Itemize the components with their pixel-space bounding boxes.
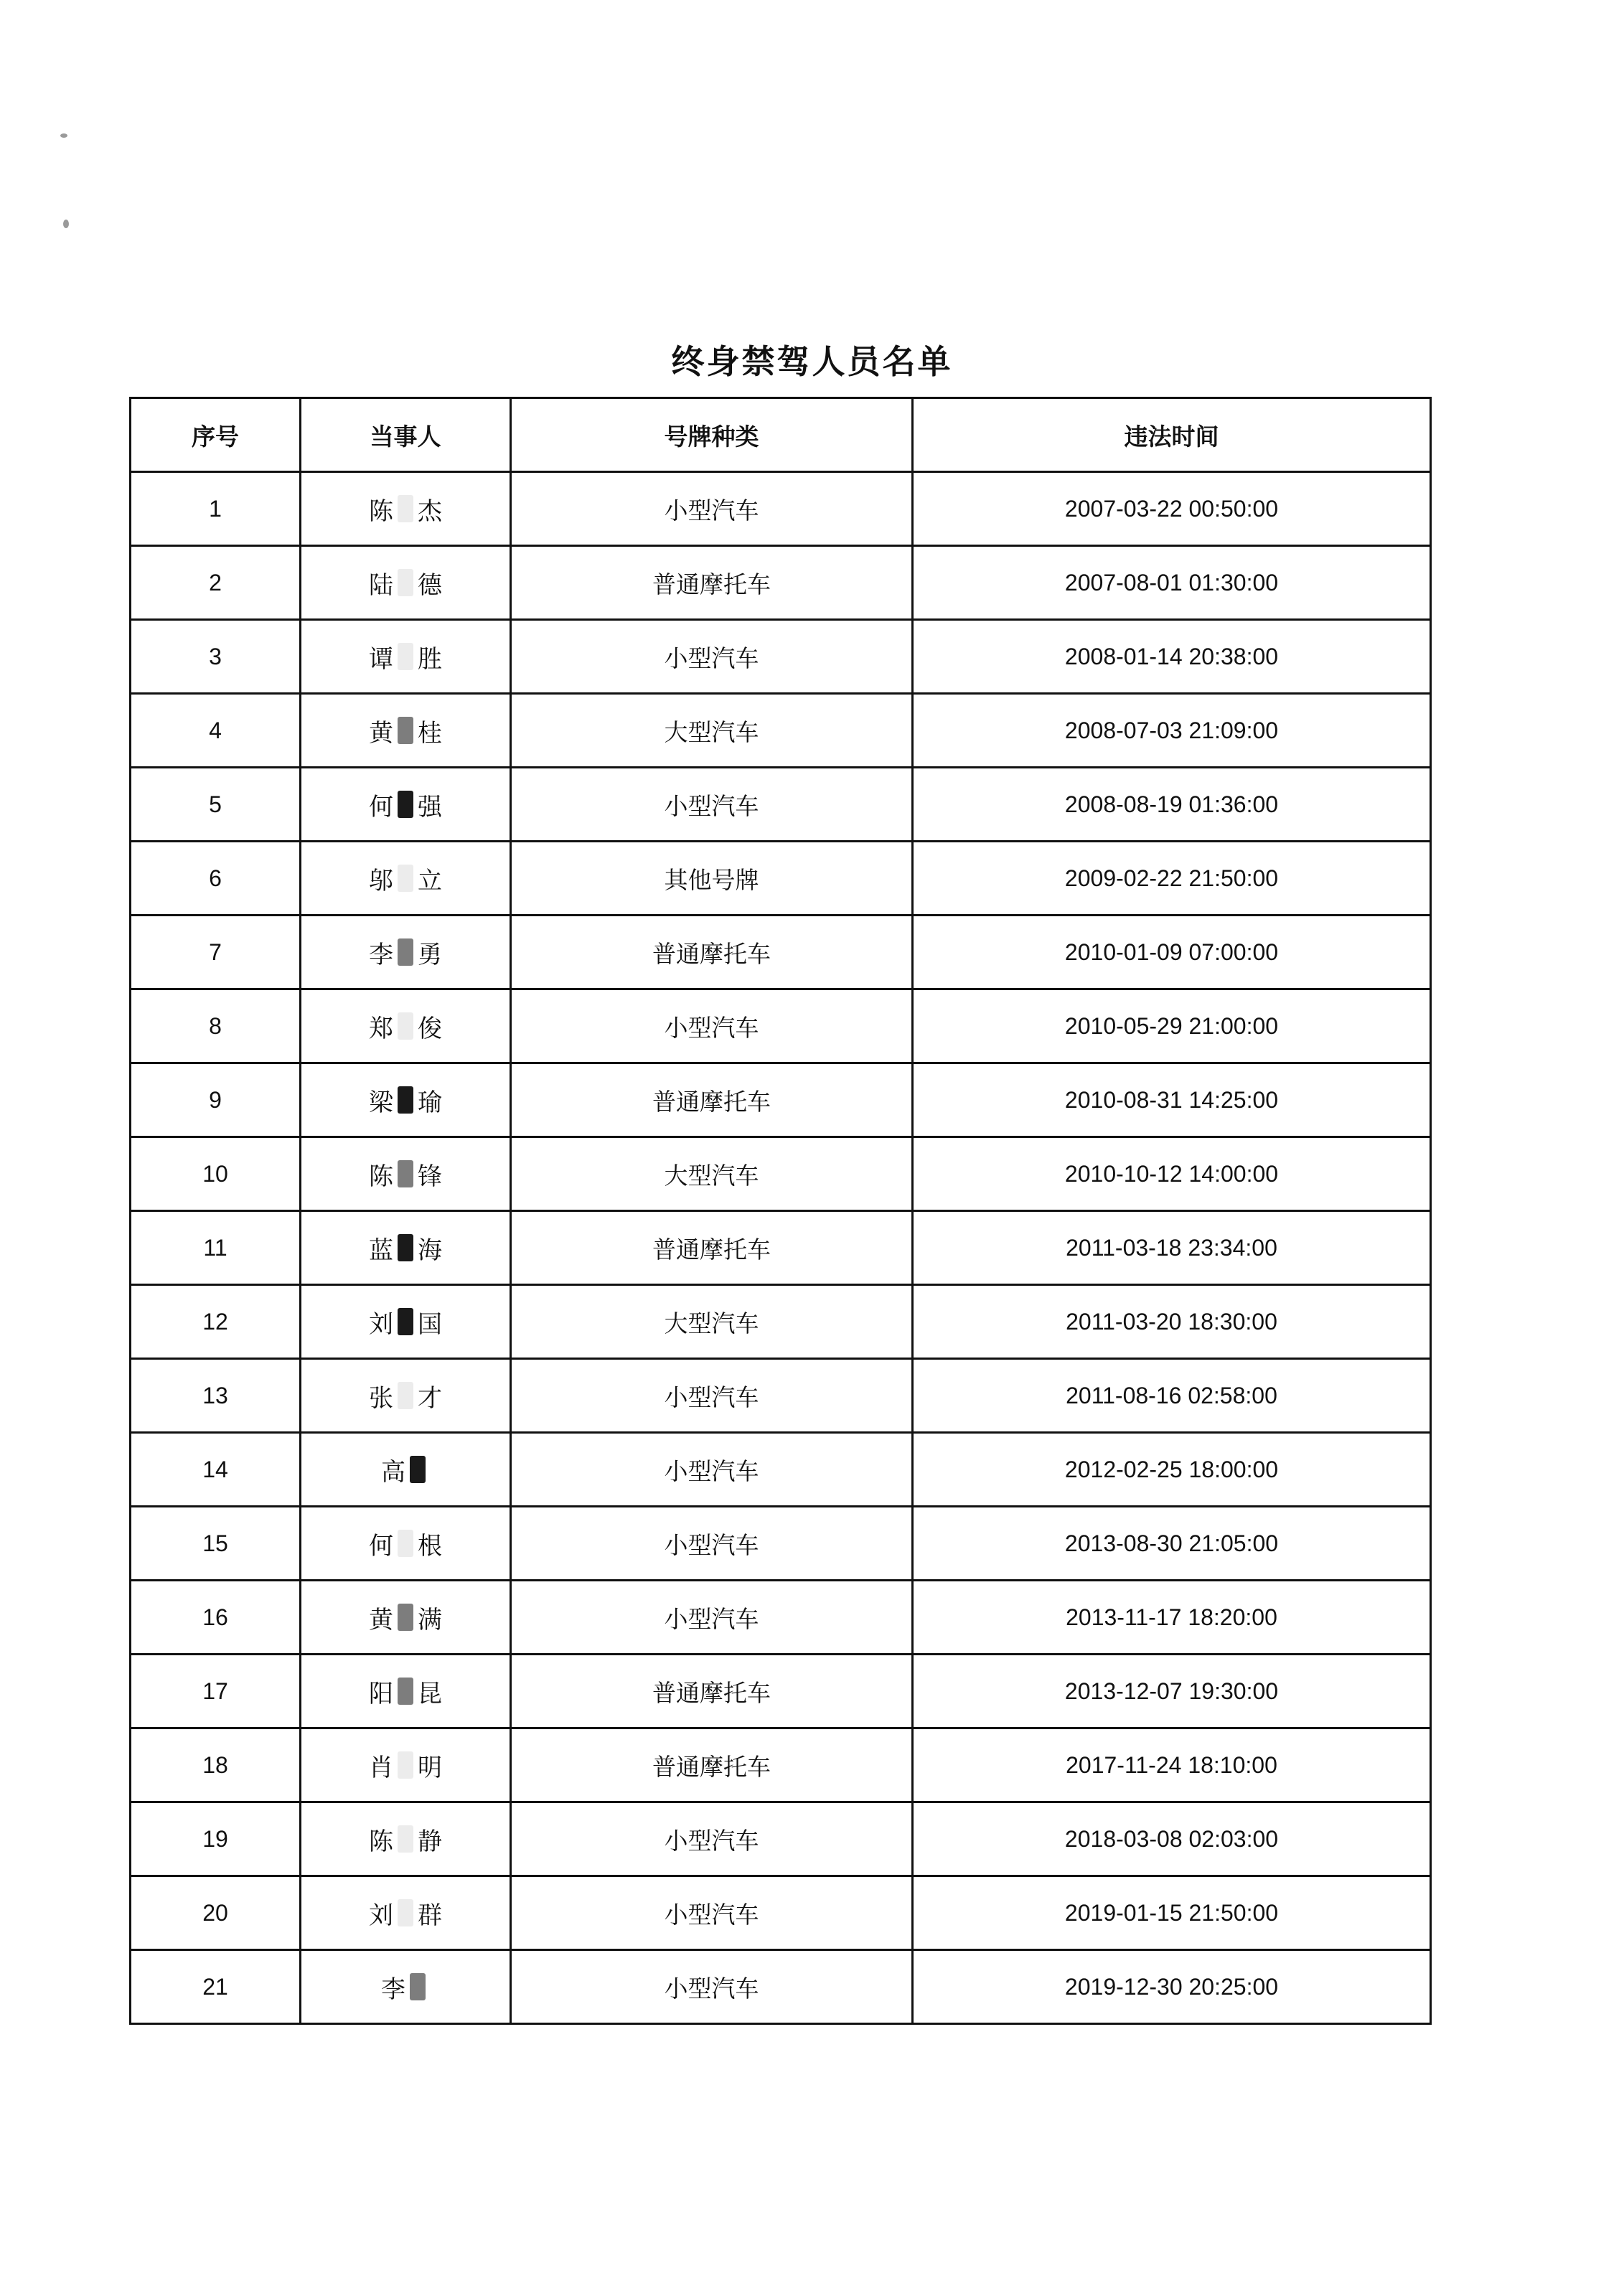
party-surname: 刘: [369, 1901, 393, 1930]
table-row: [131, 842, 1431, 916]
party-given-name: 才: [418, 1383, 442, 1413]
redaction-mark: [398, 865, 413, 892]
table-row: [131, 1359, 1431, 1433]
party-surname: 何: [369, 1531, 393, 1561]
row-number: 9: [131, 1063, 301, 1137]
party-name-wrap: [369, 1674, 442, 1709]
table-row: [131, 989, 1431, 1063]
party-name: [301, 1655, 511, 1728]
party-name-wrap: [369, 713, 442, 748]
party-surname: 郑: [369, 1014, 393, 1043]
party-surname: 邬: [369, 866, 393, 895]
table-body: [131, 472, 1431, 2024]
party-name: [301, 768, 511, 842]
redaction-mark: [398, 1382, 413, 1409]
violation-time: 2010-05-29 21:00:00: [913, 989, 1431, 1063]
party-name: [301, 842, 511, 916]
table-header-row: [131, 398, 1431, 472]
violation-time: 2010-08-31 14:25:00: [913, 1063, 1431, 1137]
party-surname: 黄: [369, 718, 393, 748]
row-number: 11: [131, 1211, 301, 1285]
party-name-wrap: [369, 1748, 442, 1783]
redaction-mark: [398, 569, 413, 596]
party-given-name: 根: [418, 1531, 442, 1561]
party-given-name: 杰: [418, 497, 442, 526]
party-name: [301, 546, 511, 620]
row-number: 7: [131, 916, 301, 989]
table-row: [131, 472, 1431, 546]
party-name-wrap: [369, 1526, 442, 1561]
party-surname: 梁: [369, 1088, 393, 1117]
party-surname: 高: [381, 1457, 405, 1487]
violation-time: 2018-03-08 02:03:00: [913, 1802, 1431, 1876]
table-row: [131, 768, 1431, 842]
party-name-wrap: [369, 639, 442, 674]
redaction-mark: [398, 1678, 413, 1705]
redaction-mark: [398, 1899, 413, 1926]
party-given-name: 满: [418, 1605, 442, 1634]
scan-speck: [60, 133, 67, 138]
party-given-name: 静: [418, 1827, 442, 1856]
party-name: [301, 1507, 511, 1581]
plate-type: 其他号牌: [511, 842, 913, 916]
violation-time: 2011-03-18 23:34:00: [913, 1211, 1431, 1285]
party-name-wrap: [369, 1231, 442, 1266]
party-given-name: 锋: [418, 1162, 442, 1191]
row-number: 15: [131, 1507, 301, 1581]
plate-type: 大型汽车: [511, 1137, 913, 1211]
party-name: [301, 1285, 511, 1359]
table-row: [131, 1507, 1431, 1581]
table-row: [131, 1950, 1431, 2024]
plate-type: 小型汽车: [511, 1802, 913, 1876]
plate-type: 普通摩托车: [511, 1655, 913, 1728]
party-surname: 刘: [369, 1309, 393, 1339]
party-surname: 陈: [369, 1827, 393, 1856]
row-number: 13: [131, 1359, 301, 1433]
plate-type: 小型汽车: [511, 620, 913, 694]
plate-type: 普通摩托车: [511, 1728, 913, 1802]
violation-time: 2007-03-22 00:50:00: [913, 472, 1431, 546]
plate-type: 小型汽车: [511, 1507, 913, 1581]
party-given-name: 国: [418, 1309, 442, 1339]
party-name: [301, 916, 511, 989]
party-name: [301, 620, 511, 694]
redaction-mark: [398, 1012, 413, 1040]
plate-type: 小型汽车: [511, 768, 913, 842]
party-given-name: 瑜: [418, 1088, 442, 1117]
redaction-mark: [398, 1308, 413, 1335]
party-name-wrap: [369, 1157, 442, 1192]
plate-type: 小型汽车: [511, 1950, 913, 2024]
redaction-mark: [398, 1604, 413, 1631]
violation-time: 2008-07-03 21:09:00: [913, 694, 1431, 768]
plate-type: 普通摩托车: [511, 1063, 913, 1137]
table-row: [131, 1728, 1431, 1802]
header-violation-time: 违法时间: [913, 398, 1431, 472]
table-row: [131, 916, 1431, 989]
party-given-name: 德: [418, 570, 442, 600]
party-surname: 张: [369, 1383, 393, 1413]
row-number: 6: [131, 842, 301, 916]
party-given-name: 明: [418, 1753, 442, 1782]
plate-type: 大型汽车: [511, 1285, 913, 1359]
violation-time: 2007-08-01 01:30:00: [913, 546, 1431, 620]
party-name: [301, 1802, 511, 1876]
party-name: [301, 1950, 511, 2024]
row-number: 10: [131, 1137, 301, 1211]
redaction-mark: [398, 1751, 413, 1779]
party-surname: 李: [381, 1975, 405, 2004]
party-name: [301, 1433, 511, 1507]
table-row: [131, 1433, 1431, 1507]
redaction-mark: [398, 717, 413, 744]
party-name: [301, 1211, 511, 1285]
party-name: [301, 989, 511, 1063]
plate-type: 小型汽车: [511, 472, 913, 546]
redaction-mark: [398, 1234, 413, 1261]
redaction-mark: [398, 643, 413, 670]
party-given-name: 立: [418, 866, 442, 895]
row-number: 3: [131, 620, 301, 694]
row-number: 14: [131, 1433, 301, 1507]
party-name: [301, 472, 511, 546]
party-name: [301, 1359, 511, 1433]
redaction-mark: [398, 1086, 413, 1114]
table-row: [131, 694, 1431, 768]
party-surname: 李: [369, 940, 393, 969]
table-row: [131, 1876, 1431, 1950]
party-surname: 陈: [369, 497, 393, 526]
plate-type: 小型汽车: [511, 1433, 913, 1507]
header-party: 当事人: [301, 398, 511, 472]
violation-time: 2013-11-17 18:20:00: [913, 1581, 1431, 1655]
row-number: 19: [131, 1802, 301, 1876]
party-name-wrap: [369, 1378, 442, 1413]
row-number: 16: [131, 1581, 301, 1655]
party-surname: 谭: [369, 644, 393, 674]
plate-type: 普通摩托车: [511, 1211, 913, 1285]
table-row: [131, 1581, 1431, 1655]
redaction-mark: [398, 938, 413, 966]
redaction-mark: [398, 1160, 413, 1187]
plate-type: 小型汽车: [511, 989, 913, 1063]
party-given-name: 群: [418, 1901, 442, 1930]
table-row: [131, 1802, 1431, 1876]
party-surname: 肖: [369, 1753, 393, 1782]
party-name-wrap: [369, 1822, 442, 1857]
row-number: 17: [131, 1655, 301, 1728]
table-row: [131, 620, 1431, 694]
plate-type: 普通摩托车: [511, 916, 913, 989]
redaction-mark: [410, 1973, 426, 2000]
row-number: 18: [131, 1728, 301, 1802]
violation-time: 2008-08-19 01:36:00: [913, 768, 1431, 842]
violation-time: 2011-03-20 18:30:00: [913, 1285, 1431, 1359]
plate-type: 小型汽车: [511, 1876, 913, 1950]
party-name-wrap: [369, 861, 442, 896]
table-row: [131, 1063, 1431, 1137]
party-surname: 陆: [369, 570, 393, 600]
row-number: 2: [131, 546, 301, 620]
party-name-wrap: [381, 1452, 430, 1487]
row-number: 12: [131, 1285, 301, 1359]
party-given-name: 勇: [418, 940, 442, 969]
header-plate-type: 号牌种类: [511, 398, 913, 472]
row-number: 8: [131, 989, 301, 1063]
violation-time: 2013-12-07 19:30:00: [913, 1655, 1431, 1728]
party-name: [301, 1581, 511, 1655]
row-number: 21: [131, 1950, 301, 2024]
party-given-name: 俊: [418, 1014, 442, 1043]
party-surname: 黄: [369, 1605, 393, 1634]
header-no: 序号: [131, 398, 301, 472]
party-name-wrap: [369, 1009, 442, 1044]
scan-speck: [63, 220, 69, 228]
party-surname: 陈: [369, 1162, 393, 1191]
redaction-mark: [398, 1825, 413, 1853]
plate-type: 小型汽车: [511, 1359, 913, 1433]
plate-type: 小型汽车: [511, 1581, 913, 1655]
party-name-wrap: [381, 1970, 430, 2005]
violation-time: 2009-02-22 21:50:00: [913, 842, 1431, 916]
redaction-mark: [398, 495, 413, 522]
party-name: [301, 1728, 511, 1802]
violation-time: 2010-10-12 14:00:00: [913, 1137, 1431, 1211]
party-name-wrap: [369, 787, 442, 822]
row-number: 5: [131, 768, 301, 842]
row-number: 20: [131, 1876, 301, 1950]
violation-time: 2017-11-24 18:10:00: [913, 1728, 1431, 1802]
party-name: [301, 1137, 511, 1211]
roster-table: [129, 397, 1432, 2025]
redaction-mark: [398, 791, 413, 818]
table-row: [131, 1137, 1431, 1211]
party-given-name: 桂: [418, 718, 442, 748]
party-surname: 何: [369, 792, 393, 822]
party-name-wrap: [369, 1600, 442, 1635]
redaction-mark: [410, 1456, 426, 1483]
redaction-mark: [398, 1530, 413, 1557]
party-name-wrap: [369, 1304, 442, 1340]
party-given-name: 海: [418, 1236, 442, 1265]
row-number: 4: [131, 694, 301, 768]
party-given-name: 胜: [418, 644, 442, 674]
violation-time: 2011-08-16 02:58:00: [913, 1359, 1431, 1433]
party-name-wrap: [369, 491, 442, 527]
party-name: [301, 694, 511, 768]
party-given-name: 昆: [418, 1679, 442, 1708]
violation-time: 2019-01-15 21:50:00: [913, 1876, 1431, 1950]
party-name-wrap: [369, 935, 442, 970]
table-row: [131, 1655, 1431, 1728]
violation-time: 2013-08-30 21:05:00: [913, 1507, 1431, 1581]
violation-time: 2010-01-09 07:00:00: [913, 916, 1431, 989]
party-surname: 蓝: [369, 1236, 393, 1265]
party-name: [301, 1063, 511, 1137]
party-name-wrap: [369, 1083, 442, 1118]
violation-time: 2008-01-14 20:38:00: [913, 620, 1431, 694]
violation-time: 2019-12-30 20:25:00: [913, 1950, 1431, 2024]
party-surname: 阳: [369, 1679, 393, 1708]
violation-time: 2012-02-25 18:00:00: [913, 1433, 1431, 1507]
party-name-wrap: [369, 1896, 442, 1931]
party-given-name: 强: [418, 792, 442, 822]
row-number: 1: [131, 472, 301, 546]
plate-type: 普通摩托车: [511, 546, 913, 620]
party-name-wrap: [369, 565, 442, 601]
table-row: [131, 1211, 1431, 1285]
table-row: [131, 1285, 1431, 1359]
plate-type: 大型汽车: [511, 694, 913, 768]
page-title: 终身禁驾人员名单: [671, 342, 953, 381]
party-name: [301, 1876, 511, 1950]
table-row: [131, 546, 1431, 620]
